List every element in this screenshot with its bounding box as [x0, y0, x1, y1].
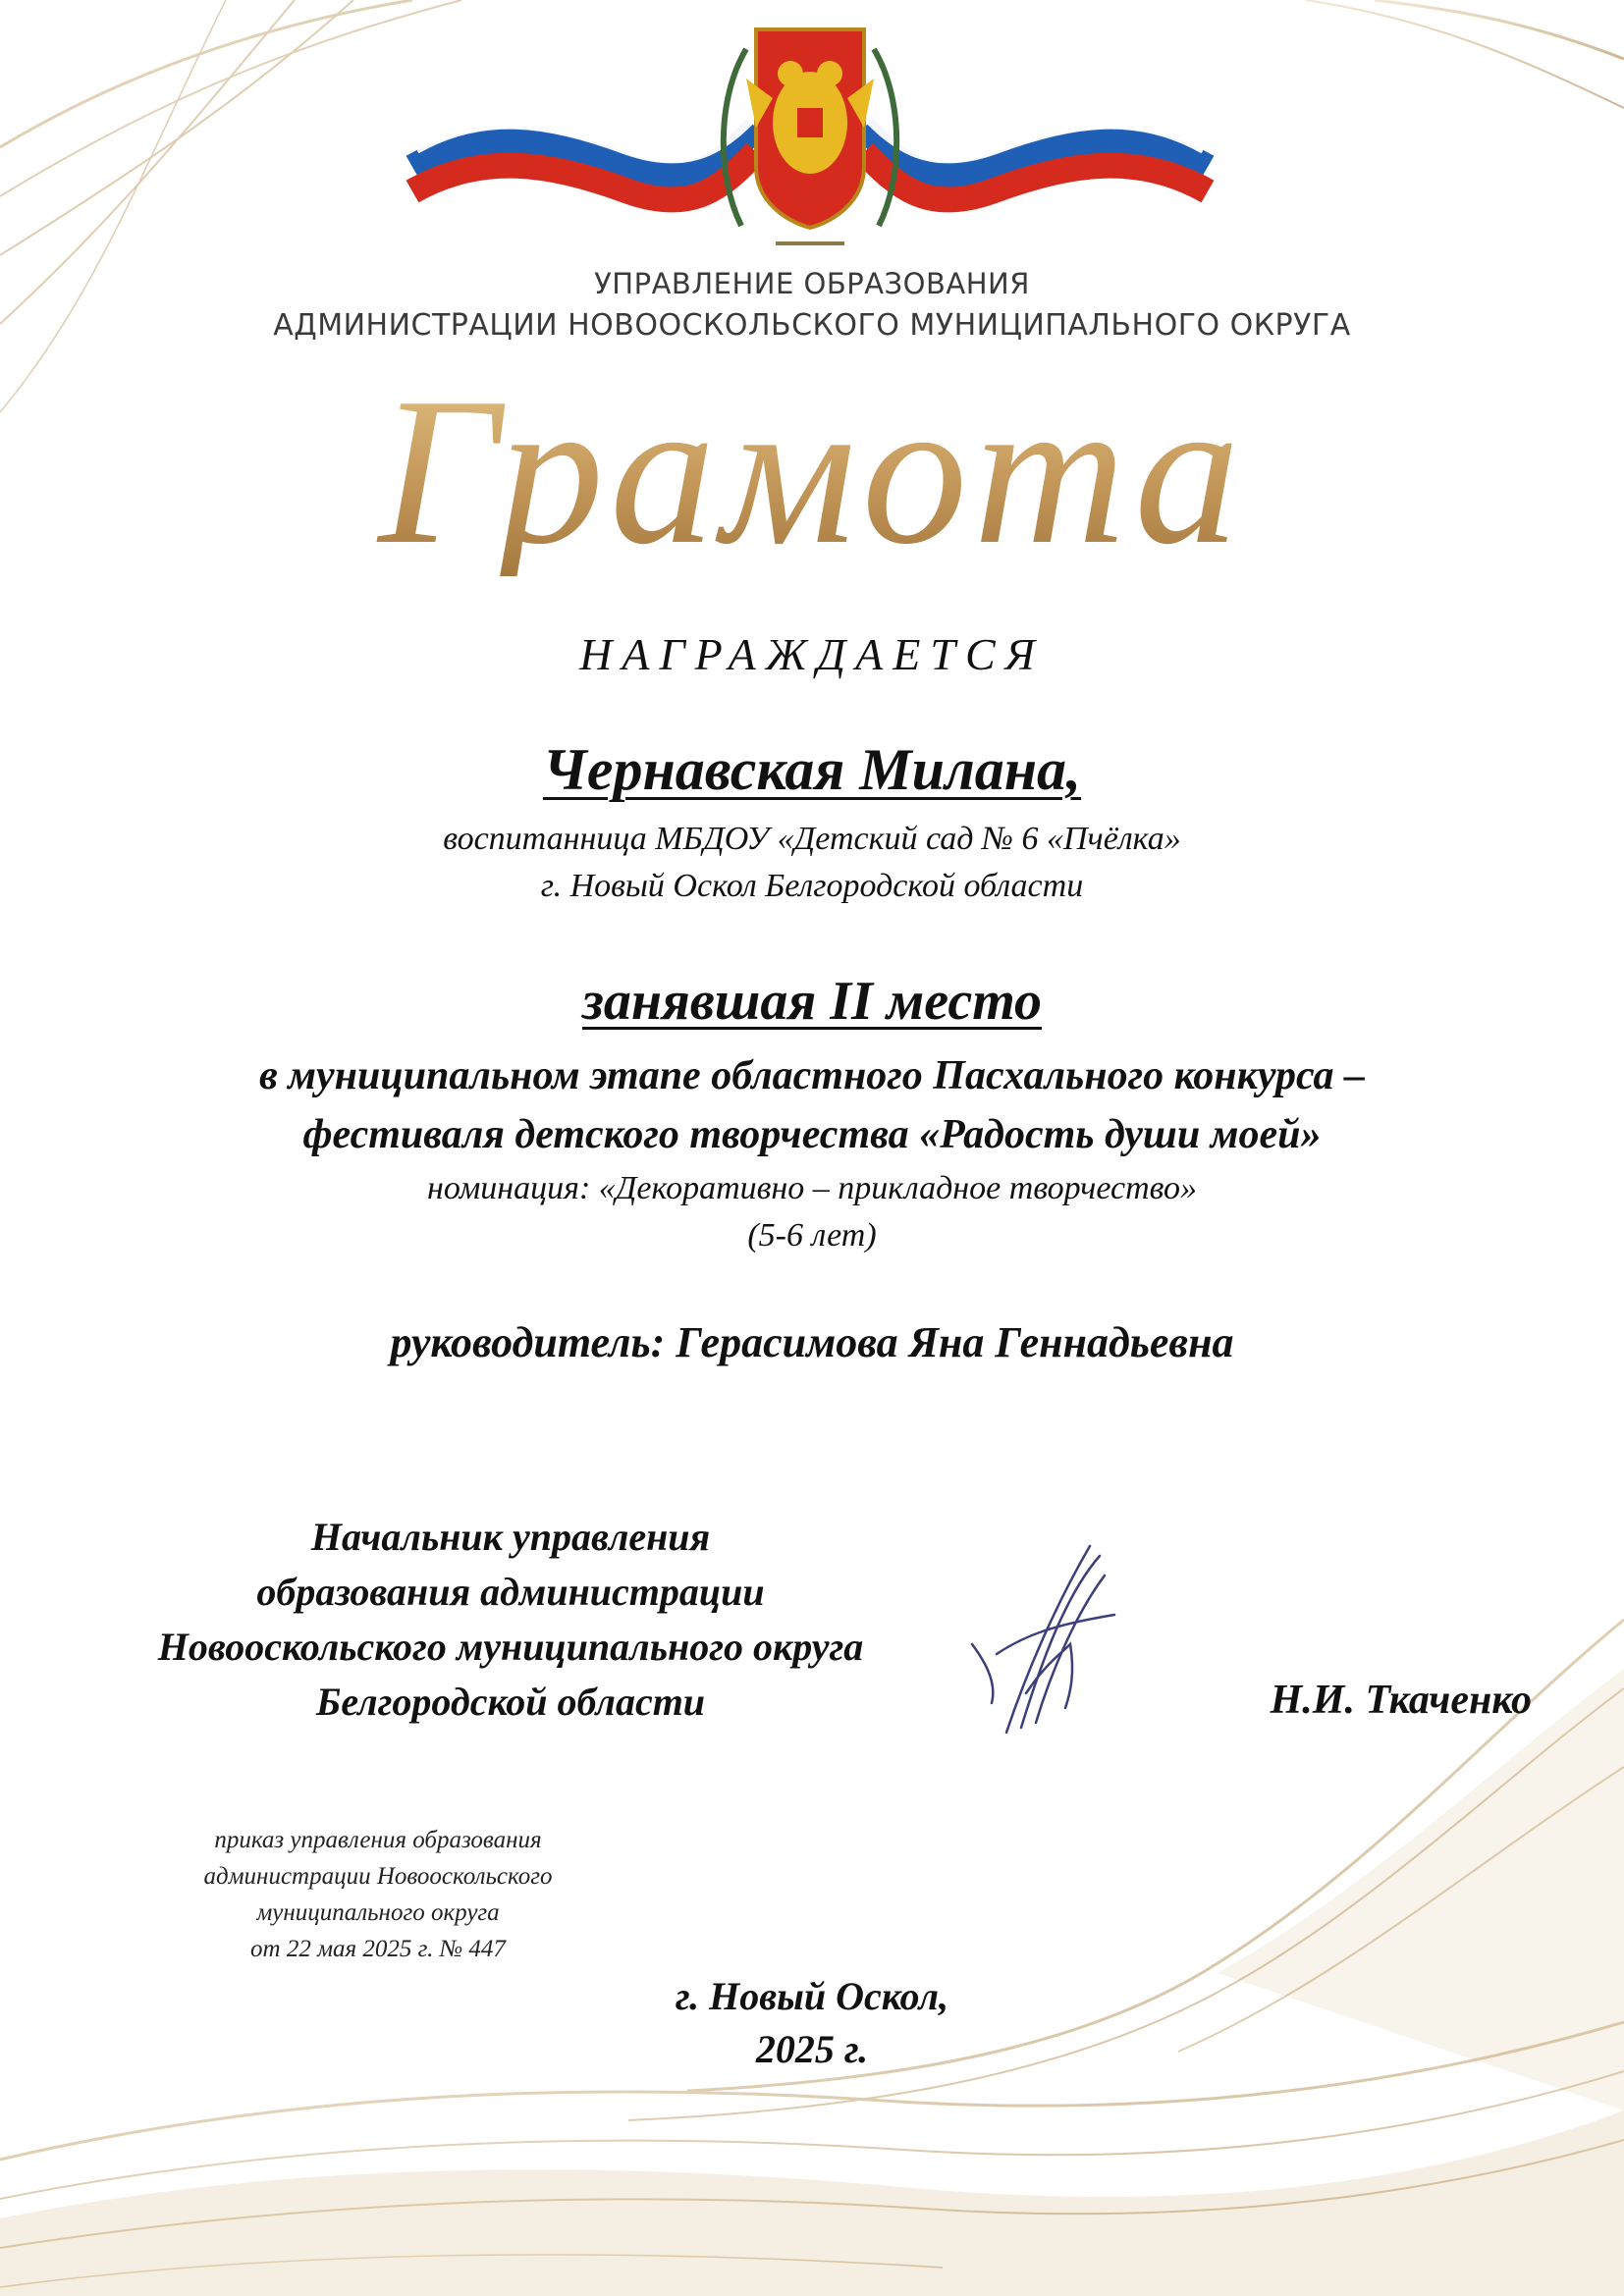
- nomination: номинация: «Декоративно – прикладное творчество»: [427, 1170, 1197, 1206]
- leader: руководитель: Герасимова Яна Геннадьевна: [390, 1318, 1234, 1366]
- handwritten-signature-icon: [967, 1536, 1124, 1737]
- signatory-position-line: образования администрации: [256, 1570, 765, 1614]
- russian-coat-of-arms-icon: [403, 20, 1218, 255]
- age-group: (5-6 лет): [747, 1217, 877, 1254]
- order-line: муниципального округа: [256, 1899, 500, 1926]
- year: 2025 г.: [755, 2027, 869, 2071]
- order-line: приказ управления образования: [214, 1827, 542, 1853]
- signatory-position-line: Новооскольского муниципального округа: [157, 1625, 864, 1669]
- certificate-title: Грамота: [0, 365, 1624, 576]
- recipient-name: Чернавская Милана,: [542, 737, 1082, 802]
- order-reference: [147, 1822, 609, 1967]
- header-line-2: АДМИНИСТРАЦИИ НОВООСКОЛЬСКОГО МУНИЦИПАЛЬНОГО ОКРУГА: [273, 308, 1351, 343]
- signatory-position-line: Начальник управления: [310, 1515, 711, 1559]
- order-line: от 22 мая 2025 г. № 447: [250, 1936, 506, 1962]
- header-line-1: УПРАВЛЕНИЕ ОБРАЗОВАНИЯ: [594, 267, 1030, 300]
- recipient-institution-line-1: воспитанница МБДОУ «Детский сад № 6 «Пчёлка»: [443, 821, 1181, 857]
- signatory-name: Н.И. Ткаченко: [1270, 1678, 1532, 1723]
- signatory-position: [98, 1510, 923, 1730]
- place-awarded: занявшая II место: [581, 971, 1043, 1032]
- city: г. Новый Оскол,: [675, 1974, 949, 2018]
- signatory-position-line: Белгородской области: [315, 1680, 706, 1724]
- order-line: администрации Новооскольского: [203, 1863, 553, 1890]
- awarded-label: НАГРАЖДАЕТСЯ: [579, 629, 1045, 679]
- contest-line-2: фестиваля детского творчества «Радость души моей»: [302, 1112, 1322, 1157]
- contest-line-1: в муниципальном этапе областного Пасхального конкурса –: [258, 1053, 1366, 1098]
- recipient-institution-line-2: г. Новый Оскол Белгородской области: [540, 868, 1084, 904]
